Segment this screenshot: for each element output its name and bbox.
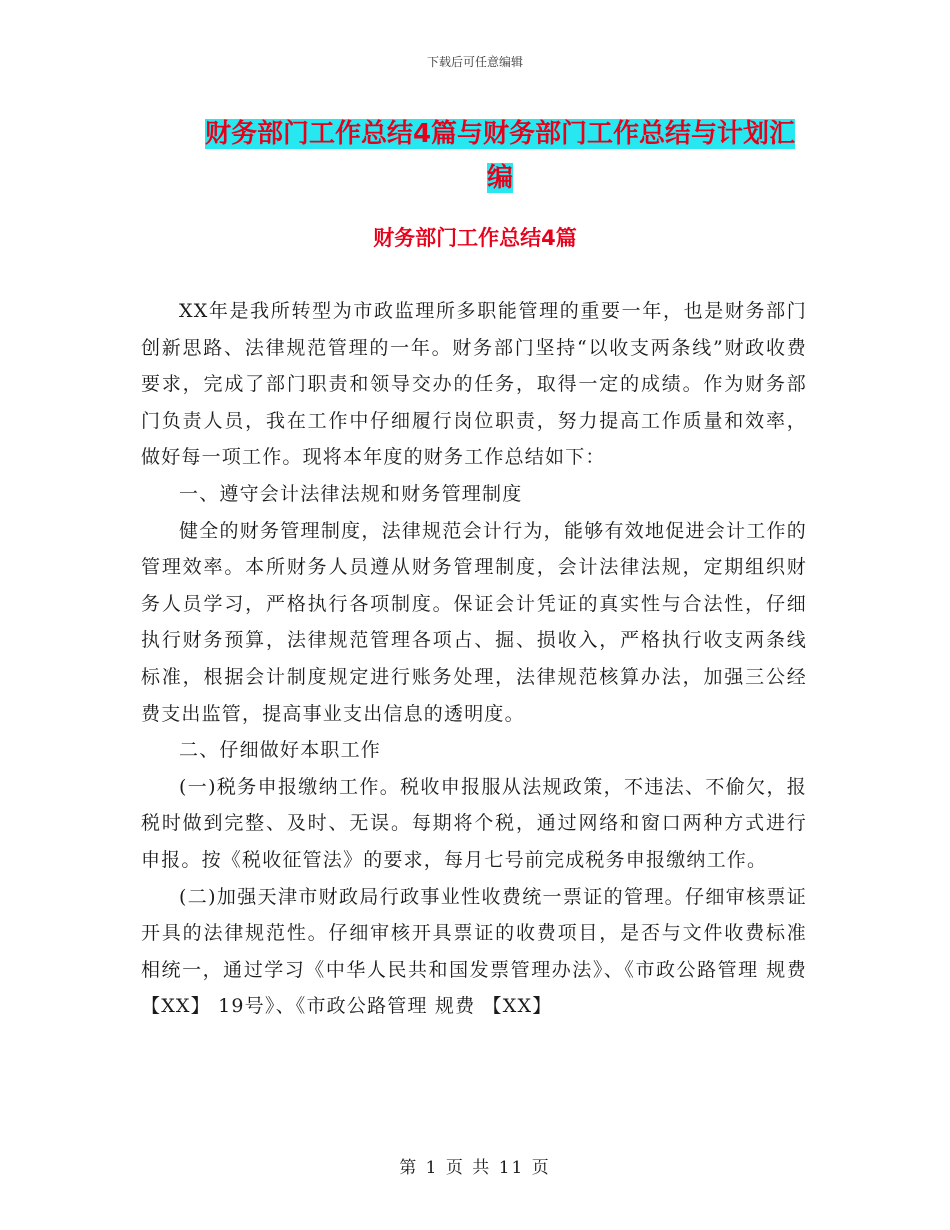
paragraph-1: 健全的财务管理制度，法律规范会计行为，能够有效地促进会计工作的管理效率。本所财务人员遵从财务管理制度，会计法律法规，定期组织财务人员学习，严格执行各项制度。保证会计凭证的真实性与合法性，仔细执行财务预算，法律规范管理各项占、掘、损收入，严格执行收支两条线标准，根据会计制度规定进行账务处理，法律规范核算办法，加强三公经费支出监管，提高事业支出信息的透明度。	[141, 519, 807, 725]
heading-2: 二、仔细做好本职工作	[179, 739, 382, 762]
paragraph-intro: XX年是我所转型为市政监理所多职能管理的重要一年，也是财务部门创新思路、法律规范管理的一年。财务部门坚持“以收支两条线”财政收费要求，完成了部门职责和领导交办的任务，取得一定的成绩。作为财务部门负责人员，我在工作中仔细履行岗位职责，努力提高工作质量和效率，做好每一项工作。现将本年度的财务工作总结如下：	[141, 300, 807, 469]
paragraph-2-2: (二)加强天津市财政局行政事业性收费统一票证的管理。仔细审核票证开具的法律规范性。仔细审核开具票证的收费项目，是否与文件收费标准相统一，通过学习《中华人民共和国发票管理办法》、《市政公路管理 规费 【XX】 19号》、《市政公路管理 规费 【XX】	[141, 885, 807, 1018]
document-title	[195, 112, 805, 200]
header-note: 下载后可任意编辑	[426, 55, 523, 69]
document-body	[141, 293, 807, 1025]
page-footer: 第 1 页 共 11 页	[399, 1158, 551, 1178]
heading-1: 一、遵守会计法律法规和财务管理制度	[179, 482, 523, 505]
paragraph-2-1: (一)税务申报缴纳工作。税收申报服从法规政策，不违法、不偷欠，报税时做到完整、及时、无误。每期将个税，通过网络和窗口两种方式进行申报。按《税收征管法》的要求，每月七号前完成税务申报缴纳工作。	[141, 775, 807, 871]
section-title: 财务部门工作总结4篇	[373, 226, 577, 250]
document-title-text: 财务部门工作总结4篇与财务部门工作总结与计划汇编	[204, 119, 796, 193]
